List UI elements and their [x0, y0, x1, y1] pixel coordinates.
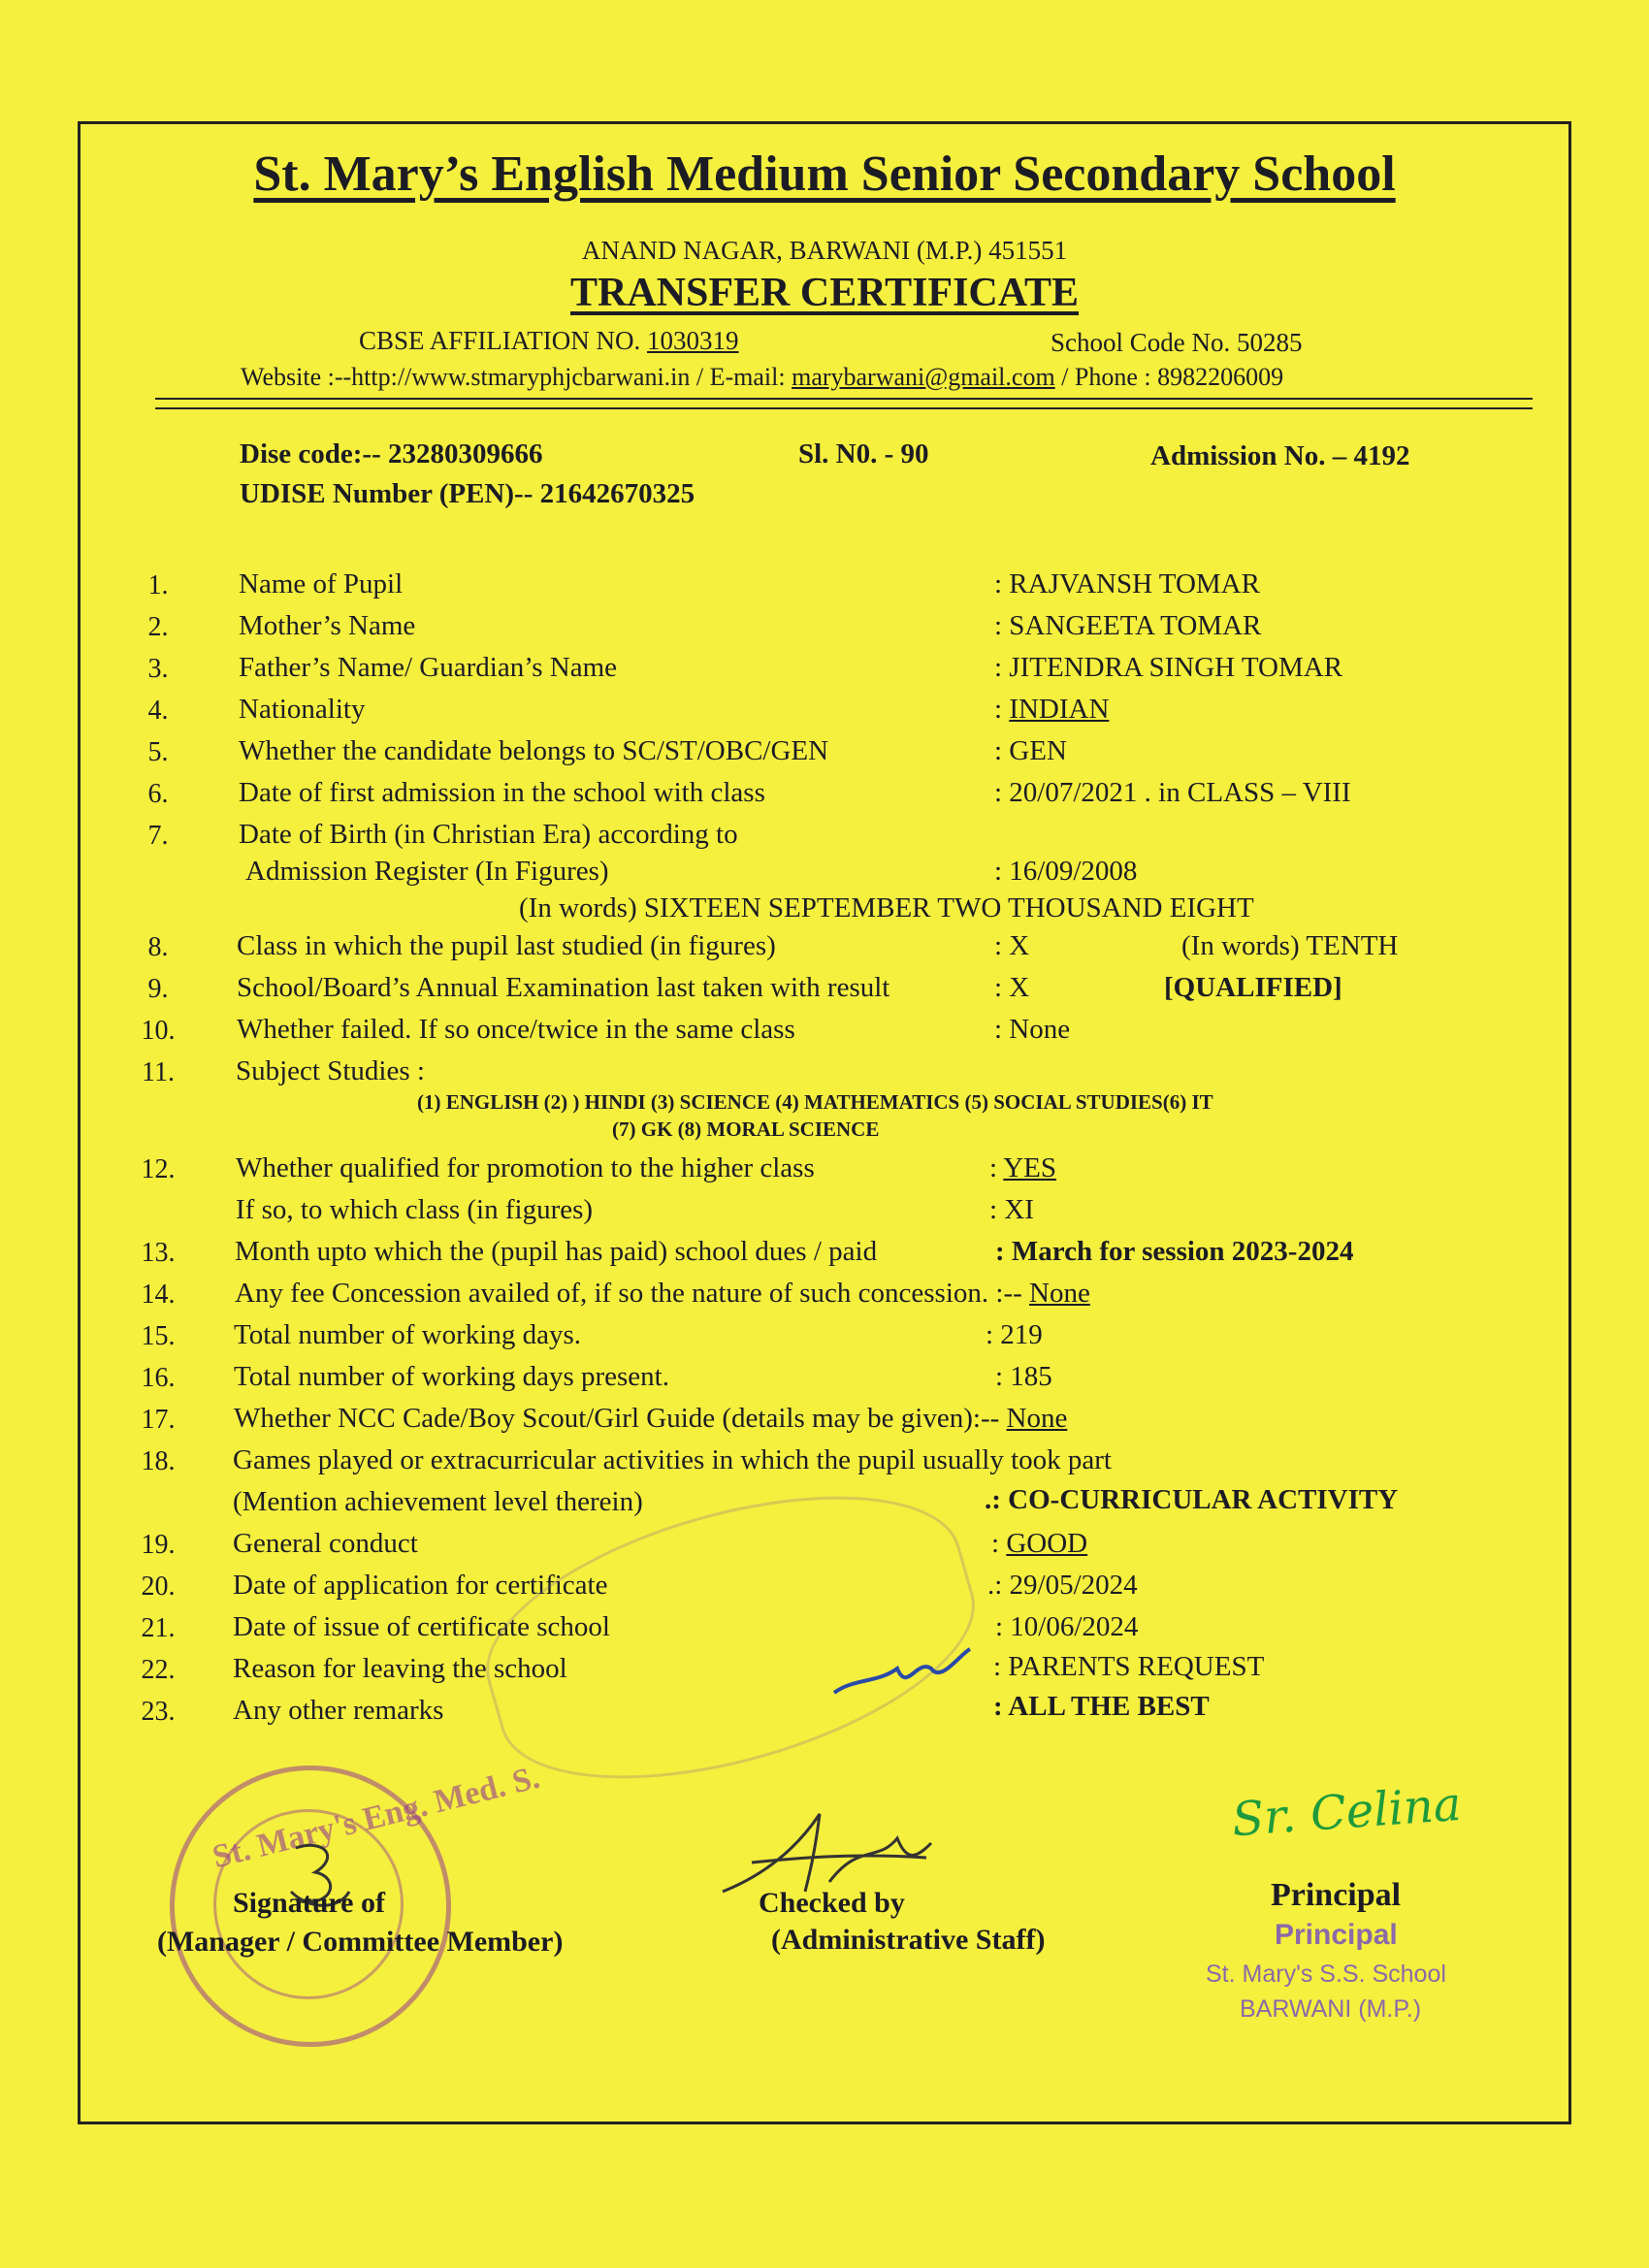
- field-value: : 20/07/2021 . in CLASS – VIII: [994, 777, 1351, 808]
- field-number: 19.: [141, 1530, 176, 1560]
- field-label: Subject Studies :: [236, 1055, 425, 1086]
- field-number: 6.: [147, 779, 169, 809]
- affiliation: [359, 326, 739, 356]
- next-class-value: : XI: [989, 1194, 1034, 1225]
- checked-by-role: (Administrative Staff): [771, 1924, 1046, 1956]
- field-value: : 219: [986, 1319, 1043, 1350]
- field-value: : March for session 2023-2024: [995, 1236, 1354, 1267]
- conduct-value: GOOD: [1006, 1528, 1088, 1559]
- field-label: School/Board’s Annual Examination last taken with result: [237, 972, 890, 1003]
- field-label: Total number of working days.: [234, 1319, 581, 1350]
- field-label: Date of Birth (in Christian Era) according to: [239, 819, 738, 850]
- field-label: Father’s Name/ Guardian’s Name: [239, 652, 618, 683]
- field-value: [991, 1528, 1087, 1560]
- field-value: [994, 694, 1109, 726]
- field-number: 13.: [141, 1238, 176, 1268]
- field-label: Reason for leaving the school: [233, 1653, 567, 1684]
- email-link[interactable]: marybarwani@gmail.com: [792, 363, 1055, 391]
- header-divider-top: [155, 398, 1533, 400]
- field-number: 4.: [147, 696, 169, 726]
- field-number: 3.: [147, 654, 169, 684]
- field-number: 20.: [141, 1571, 176, 1602]
- field-number: 8.: [147, 932, 169, 962]
- field-value: : ALL THE BEST: [993, 1691, 1210, 1722]
- field-value: : JITENDRA SINGH TOMAR: [994, 652, 1343, 683]
- field-number: 16.: [141, 1363, 176, 1393]
- field-label: Name of Pupil: [239, 568, 404, 599]
- field-number: 23.: [141, 1697, 176, 1727]
- field-label: Games played or extracurricular activities in which the pupil usually took part: [233, 1444, 1112, 1475]
- affiliation-label: CBSE AFFILIATION NO.: [359, 326, 641, 355]
- admission-number: Admission No. – 4192: [1150, 440, 1410, 471]
- website: Website :--http://www.stmaryphjcbarwani.in / E-mail:: [241, 363, 786, 391]
- field-label: Whether the candidate belongs to SC/ST/OBC/GEN: [239, 735, 829, 766]
- field-value: .: CO-CURRICULAR ACTIVITY: [985, 1484, 1399, 1515]
- exam-result: [QUALIFIED]: [1164, 972, 1342, 1003]
- field-label-continued: If so, to which class (in figures): [236, 1194, 594, 1225]
- subjects-line-1: (1) ENGLISH (2) ) HINDI (3) SCIENCE (4) MATHEMATICS (5) SOCIAL STUDIES(6) IT: [417, 1090, 1213, 1114]
- value-prefix: :: [989, 1152, 1004, 1183]
- field-label: Whether qualified for promotion to the higher class: [236, 1152, 815, 1183]
- field-value: : X: [994, 930, 1030, 961]
- field-label: Total number of working days present.: [234, 1361, 669, 1392]
- field-number: 18.: [141, 1446, 176, 1476]
- dob-in-words: (In words) SIXTEEN SEPTEMBER TWO THOUSAND EIGHT: [519, 892, 1254, 923]
- promotion-value: YES: [1003, 1152, 1057, 1183]
- field-value: None: [1029, 1278, 1090, 1309]
- nationality-value: INDIAN: [1009, 694, 1110, 725]
- principal-stamp-place: BARWANI (M.P.): [1240, 1995, 1422, 2023]
- field-label-text: Any fee Concession availed of, if so the nature of such concession. :--: [235, 1278, 1030, 1309]
- affiliation-number: 1030319: [647, 326, 739, 355]
- field-number: 12.: [141, 1154, 176, 1184]
- field-number: 1.: [147, 570, 169, 600]
- manager-signature-label: Signature of: [233, 1887, 385, 1919]
- field-number: 9.: [147, 974, 169, 1004]
- field-label: Date of first admission in the school with class: [239, 777, 765, 808]
- certificate-title: TRANSFER CERTIFICATE: [570, 271, 1079, 315]
- field-value: .: 29/05/2024: [987, 1570, 1138, 1601]
- issuer-initials-mark: [824, 1639, 980, 1707]
- subjects-line-2: (7) GK (8) MORAL SCIENCE: [612, 1118, 880, 1141]
- field-number: 7.: [147, 821, 169, 851]
- serial-number: Sl. N0. - 90: [798, 438, 929, 470]
- field-label: General conduct: [233, 1528, 418, 1559]
- field-label: Date of application for certificate: [233, 1570, 608, 1601]
- principal-handwritten-signature: Sr. Celina: [1230, 1776, 1464, 1848]
- field-label: Month upto which the (pupil has paid) school dues / paid: [235, 1236, 878, 1267]
- field-label-continued: (Mention achievement level therein): [233, 1486, 643, 1517]
- field-label: Mother’s Name: [239, 610, 416, 641]
- field-number: 22.: [141, 1655, 176, 1685]
- field-value: : RAJVANSH TOMAR: [994, 568, 1260, 599]
- field-label: Class in which the pupil last studied (in figures): [237, 930, 776, 961]
- field-value: : 185: [995, 1361, 1052, 1392]
- field-number: 21.: [141, 1613, 176, 1643]
- field-number: 11.: [142, 1057, 175, 1087]
- field-label: Any other remarks: [233, 1695, 444, 1726]
- field-label-text: Whether NCC Cade/Boy Scout/Girl Guide (details may be given):--: [234, 1403, 1007, 1434]
- field-value: : X: [994, 972, 1030, 1003]
- field-number: 14.: [141, 1280, 176, 1310]
- manager-signature-role: (Manager / Committee Member): [157, 1926, 564, 1958]
- principal-stamp-school: St. Mary's S.S. School: [1206, 1960, 1446, 1988]
- udise-number: UDISE Number (PEN)-- 21642670325: [240, 478, 695, 509]
- checked-by-label: Checked by: [759, 1887, 905, 1919]
- principal-stamp-title: Principal: [1275, 1919, 1398, 1951]
- dise-code: Dise code:-- 23280309666: [240, 438, 543, 470]
- round-stamp-text: St. Mary's Eng. Med. S.: [209, 1759, 543, 1876]
- field-value: [989, 1152, 1056, 1184]
- field-value: : None: [994, 1014, 1071, 1045]
- field-value: : GEN: [994, 735, 1067, 766]
- school-name: St. Mary’s English Medium Senior Secondary School: [253, 146, 1396, 202]
- field-value: : PARENTS REQUEST: [993, 1651, 1265, 1682]
- contact-line: [241, 363, 1283, 392]
- field-value: : 16/09/2008: [994, 856, 1138, 887]
- field-label: Whether failed. If so once/twice in the same class: [237, 1014, 795, 1045]
- field-number: 2.: [147, 612, 169, 642]
- field-label: Date of issue of certificate school: [233, 1611, 610, 1642]
- school-address: ANAND NAGAR, BARWANI (M.P.) 451551: [581, 236, 1068, 265]
- field-value: : SANGEETA TOMAR: [994, 610, 1262, 641]
- field-label-continued: Admission Register (In Figures): [245, 856, 609, 887]
- field-number: 5.: [147, 737, 169, 767]
- field-number: 17.: [141, 1405, 176, 1435]
- field-label: [234, 1403, 1067, 1435]
- principal-label: Principal: [1271, 1877, 1402, 1913]
- field-number: 15.: [141, 1321, 176, 1351]
- value-prefix: :: [994, 694, 1010, 725]
- field-value: : 10/06/2024: [995, 1611, 1139, 1642]
- value-prefix: :: [991, 1528, 1007, 1559]
- field-number: 10.: [141, 1016, 176, 1046]
- class-in-words: (In words) TENTH: [1181, 930, 1399, 961]
- header-divider-bottom: [155, 407, 1533, 409]
- field-value: None: [1006, 1403, 1068, 1434]
- field-label: Nationality: [239, 694, 366, 725]
- school-code: School Code No. 50285: [1051, 328, 1303, 357]
- field-label: [235, 1278, 1090, 1310]
- phone: / Phone : 8982206009: [1061, 363, 1284, 391]
